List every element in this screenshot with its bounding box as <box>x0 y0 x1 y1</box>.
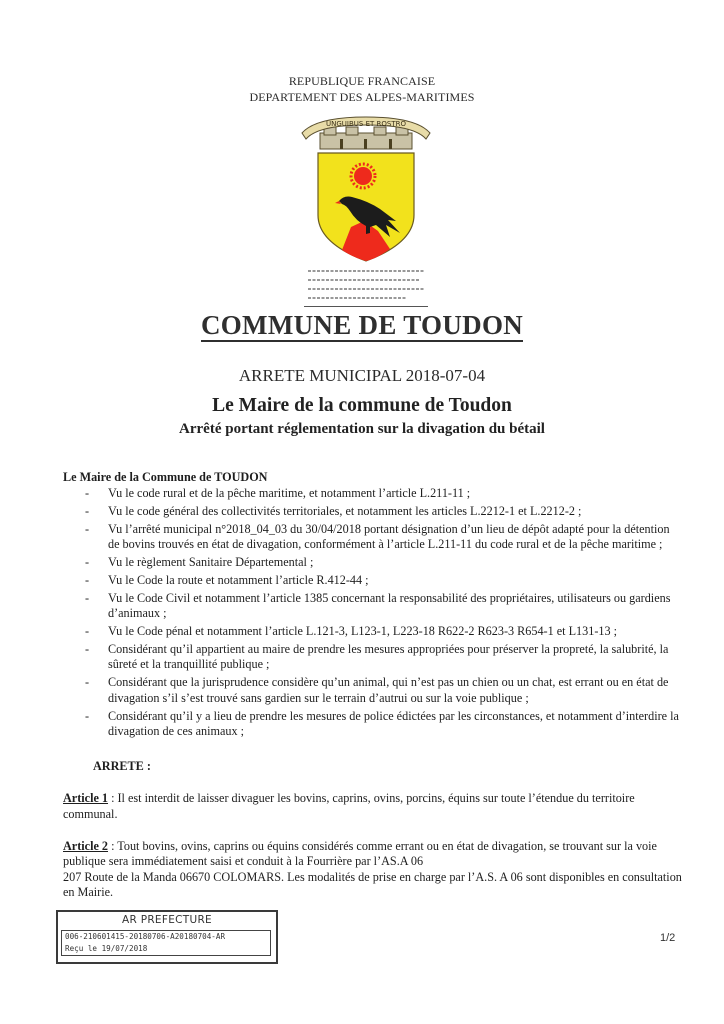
list-item: - Considérant qu’il y a lieu de prendre les mesures de police édictées par les circonstances, et notamment d’interdire la divagation de ces animaux ; <box>85 708 679 738</box>
list-item: - Vu le règlement Sanitaire Départemental ; <box>85 555 314 570</box>
article-label: Article 1 <box>63 791 109 806</box>
article-text: : Tout bovins, ovins, caprins ou équins considérés comme errant ou en état de divagation, se trouvant sur la voie publique sera immédiatement saisi et conduit à la Fourrière par l’AS.A 06 <box>63 838 657 869</box>
bullet-dash: - <box>85 591 90 606</box>
bullet-dash: - <box>85 486 90 501</box>
stamp-received-date: Reçu le 19/07/2018 <box>65 944 148 953</box>
bullet-dash: - <box>85 573 90 588</box>
document-body <box>63 470 683 900</box>
header-departement: DEPARTEMENT DES ALPES-MARITIMES <box>249 90 475 104</box>
stamp-details <box>61 930 271 956</box>
crest-caption-scribble <box>308 271 424 298</box>
article-text: : Il est interdit de laisser divaguer les bovins, caprins, ovins, porcins, équins sur toute l’étendue du territoire communal. <box>63 791 635 821</box>
bullet-dash: - <box>85 675 90 690</box>
list-item: - Considérant que la jurisprudence considère qu’un animal, qui n’est pas un chien ou un chat, est errant ou en état de divagation s’il s’est trouvé sans gardien sur le terrain d’autrui ou sur la voie publique ; <box>85 675 669 705</box>
bullet-dash: - <box>85 504 90 519</box>
list-item: - Vu le code rural et de la pêche maritime, et notamment l’article L.211-11 ; <box>85 486 471 501</box>
commune-title: COMMUNE DE TOUDON <box>200 310 524 340</box>
bullet-dash: - <box>85 555 90 570</box>
bullet-dash: - <box>85 708 90 723</box>
list-item: - Vu le Code Civil et notamment l’article 1385 concernant la responsabilité des propriétaires, utilisateurs ou gardiens d’animaux ; <box>85 591 671 621</box>
stamp-title: AR PREFECTURE <box>121 914 212 926</box>
bullet-dash: - <box>85 522 90 537</box>
article-text-address: 207 Route de la Manda 06670 COLOMARS. Les modalités de prise en charge par l’A.S. A 06 sont disponibles en consultation en Mairie. <box>63 869 682 899</box>
coat-of-arms-emblem <box>296 113 436 313</box>
considerations-list <box>63 486 683 739</box>
crest-divider <box>304 306 428 307</box>
motto-text: UNGUIBUS ET ROSTRO <box>326 120 406 128</box>
list-item: - Considérant qu’il appartient au maire de prendre les mesures appropriées pour préserver la propreté, la salubrité, la sûreté et la tranquillité publique ; <box>85 642 669 672</box>
header-republique: REPUBLIQUE FRANCAISE <box>288 74 436 88</box>
list-item: - Vu le Code pénal et notamment l’article L.121-3, L123-1, L223-18 R622-2 R623-3 R654-1 et L131-13 ; <box>85 624 618 639</box>
arrete-label: ARRETE : <box>93 759 151 774</box>
article-2 <box>63 839 683 900</box>
maire-heading: Le Maire de la commune de Toudon <box>212 395 512 416</box>
list-item: - Vu le Code la route et notamment l’article R.412-44 ; <box>85 573 369 588</box>
bullet-dash: - <box>85 642 90 657</box>
arrete-number: ARRETE MUNICIPAL 2018-07-04 <box>238 366 486 385</box>
prefecture-stamp <box>56 910 278 964</box>
intro-heading: Le Maire de la Commune de TOUDON <box>63 470 268 484</box>
list-item: - Vu l’arrêté municipal n°2018_04_03 du 30/04/2018 portant désignation d’un lieu de dépôt adapté pour la détention de bovins trouvés en état de divagation, conformément à l’article L.211-11 du code rural et de la pêche maritime ; <box>85 522 670 552</box>
article-label: Article 2 <box>63 838 109 853</box>
article-1 <box>63 791 683 822</box>
bullet-dash: - <box>85 624 90 639</box>
page-number: 1/2 <box>660 932 676 944</box>
mural-crown-icon <box>320 127 412 149</box>
stamp-reference: 006-210601415-20180706-A20180704-AR <box>65 932 226 941</box>
arrete-subtitle: Arrêté portant réglementation sur la divagation du bétail <box>179 421 545 437</box>
list-item: - Vu le code général des collectivités territoriales, et notamment les articles L.2212-1 et L.2212-2 ; <box>85 504 582 519</box>
